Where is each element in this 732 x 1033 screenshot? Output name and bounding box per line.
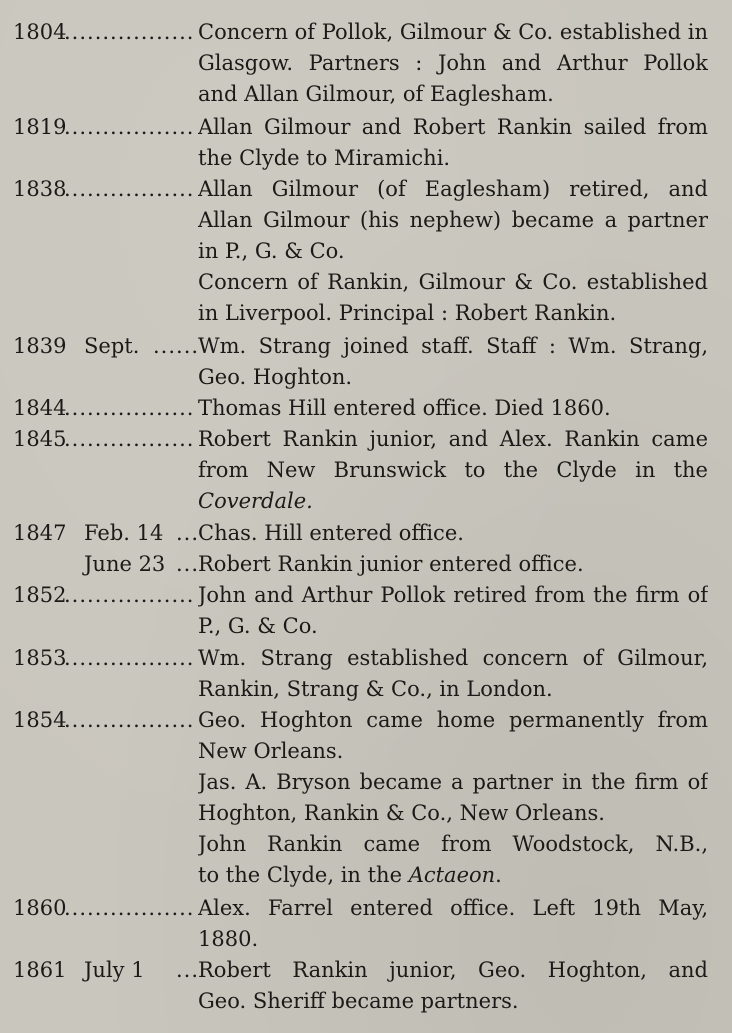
entry-1844: [0, 393, 732, 424]
entry-text: Rankin, Strang & Co., in London.: [198, 677, 553, 701]
entry-text: Allan Gilmour and Robert Rankin sailed from: [198, 115, 708, 139]
leader-dots: .................: [64, 115, 195, 139]
entry-subdate: Feb. 14: [84, 521, 164, 545]
entry-subdate: Sept.: [84, 334, 140, 358]
entry-subdate: June 23: [84, 552, 166, 576]
leader-dots: ...: [176, 552, 200, 576]
entry-text: 1880.: [198, 927, 259, 951]
entry-text: Allan Gilmour (of Eaglesham) retired, and: [198, 177, 708, 201]
entry-text: Robert Rankin junior, and Alex. Rankin came: [198, 427, 708, 451]
entry-year: 1853: [13, 646, 67, 670]
entry-text: Concern of Pollok, Gilmour & Co. established in: [198, 20, 708, 44]
leader-dots: ...: [176, 958, 200, 982]
leader-dots: .................: [64, 177, 195, 201]
entry-text: New Orleans.: [198, 739, 344, 763]
entry-text: Allan Gilmour (his nephew) became a partner: [198, 208, 708, 232]
entry-1853: [0, 643, 732, 705]
entry-year: 1845: [13, 427, 67, 451]
entry-year: 1838: [13, 177, 67, 201]
leader-dots: ...: [176, 521, 200, 545]
entry-text: P., G. & Co.: [198, 614, 318, 638]
entry-year: 1839: [13, 334, 67, 358]
entry-text: John Rankin came from Woodstock, N.B.,: [198, 832, 708, 856]
entry-text: Wm. Strang established concern of Gilmour,: [198, 646, 708, 670]
entry-1804: [0, 17, 732, 110]
entry-text: Geo. Hoghton came home permanently from: [198, 708, 708, 732]
entry-year: 1847: [13, 521, 67, 545]
entry-1854: [0, 705, 732, 891]
entry-year: 1854: [13, 708, 67, 732]
entry-year: 1804: [13, 20, 67, 44]
entry-year: 1860: [13, 896, 67, 920]
entry-text: Thomas Hill entered office. Died 1860.: [198, 396, 611, 420]
entry-text: Geo. Hoghton.: [198, 365, 353, 389]
entry-1819: [0, 112, 732, 174]
entry-text: Hoghton, Rankin & Co., New Orleans.: [198, 801, 605, 825]
entry-year: 1844: [13, 396, 67, 420]
ship-name: Coverdale.: [198, 489, 313, 513]
entry-text: to the Clyde, in the Actaeon.: [198, 863, 502, 887]
entry-text: and Allan Gilmour, of Eaglesham.: [198, 82, 554, 106]
entry-1847: [0, 518, 732, 549]
entry-text: Wm. Strang joined staff. Staff : Wm. Strang,: [198, 334, 708, 358]
entry-text: John and Arthur Pollok retired from the firm of: [198, 583, 708, 607]
entry-year: 1852: [13, 583, 67, 607]
entry-year: 1819: [13, 115, 67, 139]
leader-dots: .................: [64, 427, 195, 451]
entry-text: Geo. Sheriff became partners.: [198, 989, 519, 1013]
entry-text: Jas. A. Bryson became a partner in the firm of: [198, 770, 708, 794]
entry-1861: [0, 955, 732, 1017]
entry-text: Chas. Hill entered office.: [198, 521, 464, 545]
leader-dots: .................: [64, 646, 195, 670]
entry-text: in Liverpool. Principal : Robert Rankin.: [198, 301, 617, 325]
entry-1860: [0, 893, 732, 955]
entry-text: Alex. Farrel entered office. Left 19th May,: [198, 896, 708, 920]
leader-dots: .................: [64, 896, 195, 920]
ship-name: Actaeon: [408, 863, 496, 887]
leader-dots: ......: [153, 334, 200, 358]
entry-1839: [0, 331, 732, 393]
entry-year: 1861: [13, 958, 67, 982]
entry-text: the Clyde to Miramichi.: [198, 146, 451, 170]
entry-text: Concern of Rankin, Gilmour & Co. established: [198, 270, 708, 294]
entry-1852: [0, 580, 732, 642]
entry-line: [0, 17, 732, 48]
entry-text: Robert Rankin junior entered office.: [198, 552, 584, 576]
entry-1847-june: [0, 549, 732, 580]
leader-dots: .................: [64, 708, 195, 732]
entry-1838: [0, 174, 732, 329]
entry-1845: [0, 424, 732, 517]
leader-dots: .................: [64, 20, 195, 44]
leader-dots: .................: [64, 396, 195, 420]
entry-subdate: July 1: [84, 958, 145, 982]
leader-dots: .................: [64, 583, 195, 607]
entry-text: in P., G. & Co.: [198, 239, 345, 263]
entry-text: Robert Rankin junior, Geo. Hoghton, and: [198, 958, 708, 982]
entry-text: from New Brunswick to the Clyde in the: [198, 458, 708, 482]
entry-text: Glasgow. Partners : John and Arthur Pollok: [198, 51, 708, 75]
